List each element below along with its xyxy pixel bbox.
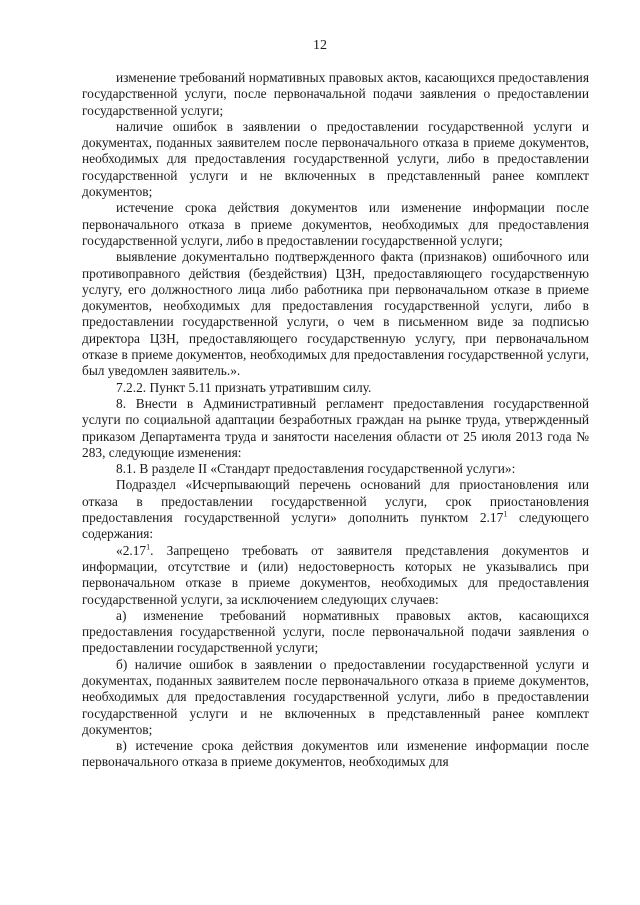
page-number: 12 — [313, 38, 327, 53]
paragraph: 8. Внести в Административный регламент предоставления государственной услуги по социальной адаптации безработных граждан на рынке труда, утвержденный приказом Департамента труда и занятости населения области от 25 июля 2013 года № 283, следующие изменения: — [82, 395, 589, 460]
quote-text-end: . Запрещено требовать от заявителя представления документов и информации, отсутствие и (или) недостоверность которых не указывались при первоначальном отказе в приеме документов, необходимых для предоставления государственной услуги, за исключением следующих случаев: — [82, 542, 589, 607]
paragraph: 7.2.2. Пункт 5.11 признать утратившим силу. — [116, 379, 372, 395]
case-paragraph: а) изменение требований нормативных правовых актов, касающихся предоставления государственной услуги, после первоначальной подачи заявления о предоставлении государственной услуги; — [82, 607, 589, 656]
subsection-paragraph — [82, 477, 589, 542]
subsection-text-end: следующего содержания: — [82, 510, 589, 542]
paragraph: выявление документально подтвержденного факта (признаков) ошибочного или противоправного действия (бездействия) ЦЗН, предоставляющего государственную услугу, его должностного лица либо работника при первоначальном отказе в приеме документов, необходимых для предоставления государственной услуги, либо в предоставлении государственной услуги, о чем в письменном виде за подписью директора ЦЗН, предоставляющего государственную услугу, при первоначальном отказе в приеме документов, необходимых для предоставления государственной услуги, был уведомлен заявитель.». — [82, 249, 589, 379]
paragraph: истечение срока действия документов или изменение информации после первоначального отказа в приеме документов, необходимых для предоставления государственной услуги, либо в предоставлении государственной услуги; — [82, 200, 589, 248]
document-body — [82, 70, 589, 771]
paragraph: наличие ошибок в заявлении о предоставлении государственной услуги и документах, поданных заявителем после первоначального отказа в приеме документов, необходимых для предоставления государственной услуги, либо в предоставлении государственной услуги и не включенных в представленный ранее комплект документов; — [82, 118, 589, 200]
superscript: 1 — [503, 509, 508, 519]
case-paragraph: б) наличие ошибок в заявлении о предоставлении государственной услуги и документах, поданных заявителем после первоначального отказа в приеме документов, необходимых для предоставления государственной услуги, либо в предоставлении государственной услуги и не включенных в представленный ранее комплект документов; — [82, 656, 589, 737]
paragraph: 8.1. В разделе II «Стандарт предоставления государственной услуги»: — [116, 461, 516, 477]
subsection-text: Подраздел «Исчерпывающий перечень оснований для приостановления или отказа в предоставлении государственной услуги, срок приостановления предоставления государственной услуги» дополнить пунктом 2.17 — [82, 477, 589, 526]
quote-paragraph — [82, 543, 589, 608]
paragraph: изменение требований нормативных правовых актов, касающихся предоставления государственной услуги, после первоначальной подачи заявления о предоставлении государственной услуги; — [82, 70, 589, 118]
quote-text: «2.17 — [116, 542, 147, 558]
superscript: 1 — [146, 542, 151, 552]
case-paragraph: в) истечение срока действия документов или изменение информации после первоначального отказа в приеме документов, необходимых для — [82, 738, 589, 770]
